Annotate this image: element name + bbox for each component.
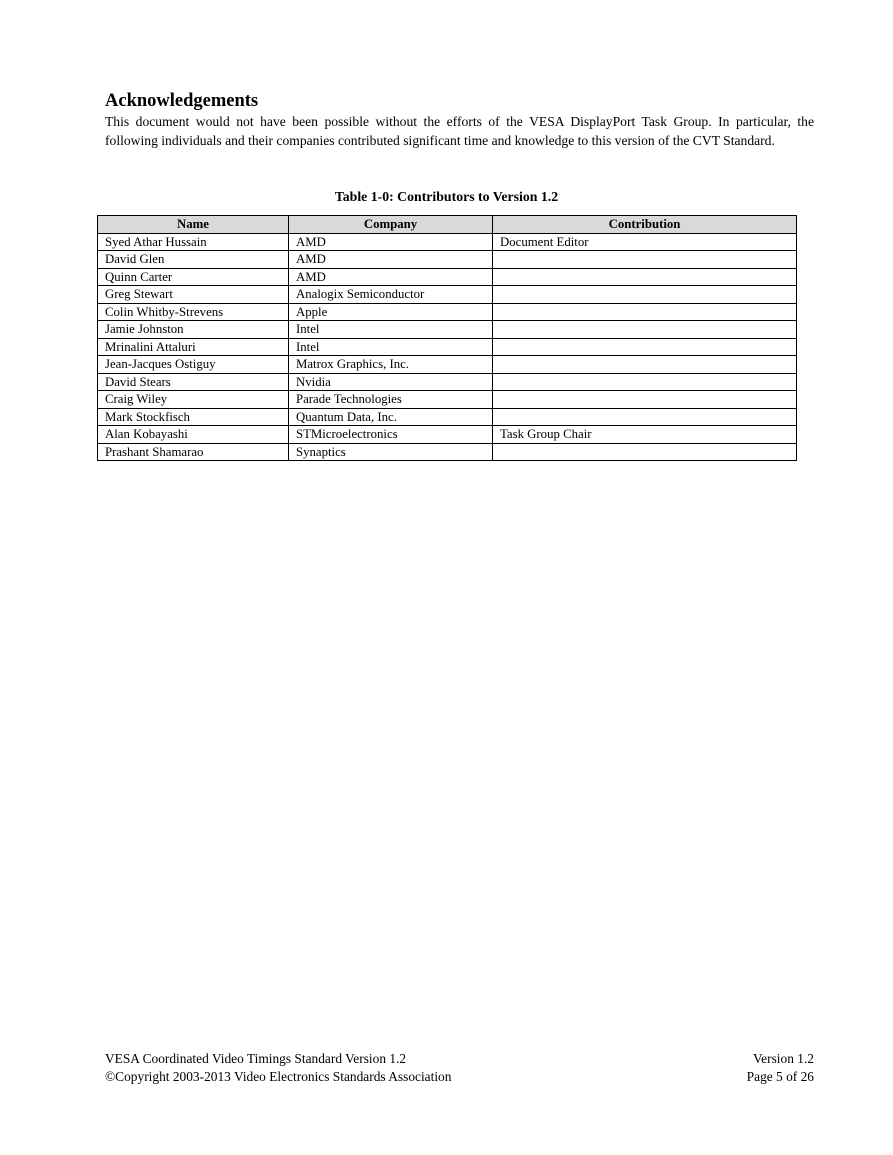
cell-name: Jean-Jacques Ostiguy — [98, 356, 289, 374]
cell-contribution — [493, 303, 797, 321]
cell-company: STMicroelectronics — [289, 426, 493, 444]
table-row — [98, 391, 797, 409]
cell-company: Synaptics — [289, 443, 493, 461]
cell-name: Syed Athar Hussain — [98, 233, 289, 251]
table-row — [98, 408, 797, 426]
table-row — [98, 338, 797, 356]
table-row — [98, 373, 797, 391]
cell-name: Mrinalini Attaluri — [98, 338, 289, 356]
cell-contribution — [493, 408, 797, 426]
cell-name: Craig Wiley — [98, 391, 289, 409]
cell-company: Intel — [289, 321, 493, 339]
cell-company: Analogix Semiconductor — [289, 286, 493, 304]
column-header-name: Name — [98, 216, 289, 234]
footer-document-title: VESA Coordinated Video Timings Standard Version 1.2 — [105, 1051, 407, 1066]
cell-name: Quinn Carter — [98, 268, 289, 286]
cell-name: Alan Kobayashi — [98, 426, 289, 444]
table-row — [98, 321, 797, 339]
cell-name: Colin Whitby-Strevens — [98, 303, 289, 321]
cell-company: Quantum Data, Inc. — [289, 408, 493, 426]
cell-contribution — [493, 373, 797, 391]
cell-company: AMD — [289, 268, 493, 286]
cell-contribution — [493, 268, 797, 286]
column-header-company: Company — [289, 216, 493, 234]
footer-page-number: Page 5 of 26 — [746, 1069, 814, 1084]
footer-version: Version 1.2 — [753, 1051, 814, 1066]
table-row — [98, 268, 797, 286]
table-row — [98, 356, 797, 374]
page-footer-left — [105, 1050, 451, 1086]
cell-name: Greg Stewart — [98, 286, 289, 304]
table-header-row — [98, 216, 797, 234]
cell-contribution — [493, 321, 797, 339]
footer-copyright: ©Copyright 2003-2013 Video Electronics Standards Association — [105, 1069, 452, 1084]
cell-contribution — [493, 338, 797, 356]
cell-contribution — [493, 391, 797, 409]
table-row — [98, 251, 797, 269]
cell-name: Mark Stockfisch — [98, 408, 289, 426]
cell-name: Prashant Shamarao — [98, 443, 289, 461]
cell-company: Parade Technologies — [289, 391, 493, 409]
table-row — [98, 303, 797, 321]
table-row — [98, 233, 797, 251]
cell-contribution — [493, 443, 797, 461]
cell-company: AMD — [289, 233, 493, 251]
cell-contribution — [493, 251, 797, 269]
cell-company: Apple — [289, 303, 493, 321]
table-row — [98, 443, 797, 461]
cell-contribution: Document Editor — [493, 233, 797, 251]
cell-contribution — [493, 286, 797, 304]
contributors-table — [97, 215, 797, 461]
table-row — [98, 426, 797, 444]
intro-paragraph: This document would not have been possible without the efforts of the VESA DisplayPort Task Group. In particular, the following individuals and their companies contributed significant time and knowledge to this version of the CVT Standard. — [105, 114, 814, 148]
cell-company: Matrox Graphics, Inc. — [289, 356, 493, 374]
cell-name: Jamie Johnston — [98, 321, 289, 339]
section-heading: Acknowledgements — [105, 91, 259, 111]
cell-company: AMD — [289, 251, 493, 269]
cell-contribution — [493, 356, 797, 374]
table-caption: Table 1-0: Contributors to Version 1.2 — [334, 189, 559, 204]
column-header-contribution: Contribution — [493, 216, 797, 234]
page-footer-right — [747, 1050, 814, 1086]
cell-name: David Stears — [98, 373, 289, 391]
cell-contribution: Task Group Chair — [493, 426, 797, 444]
cell-company: Intel — [289, 338, 493, 356]
table-row — [98, 286, 797, 304]
cell-company: Nvidia — [289, 373, 493, 391]
cell-name: David Glen — [98, 251, 289, 269]
